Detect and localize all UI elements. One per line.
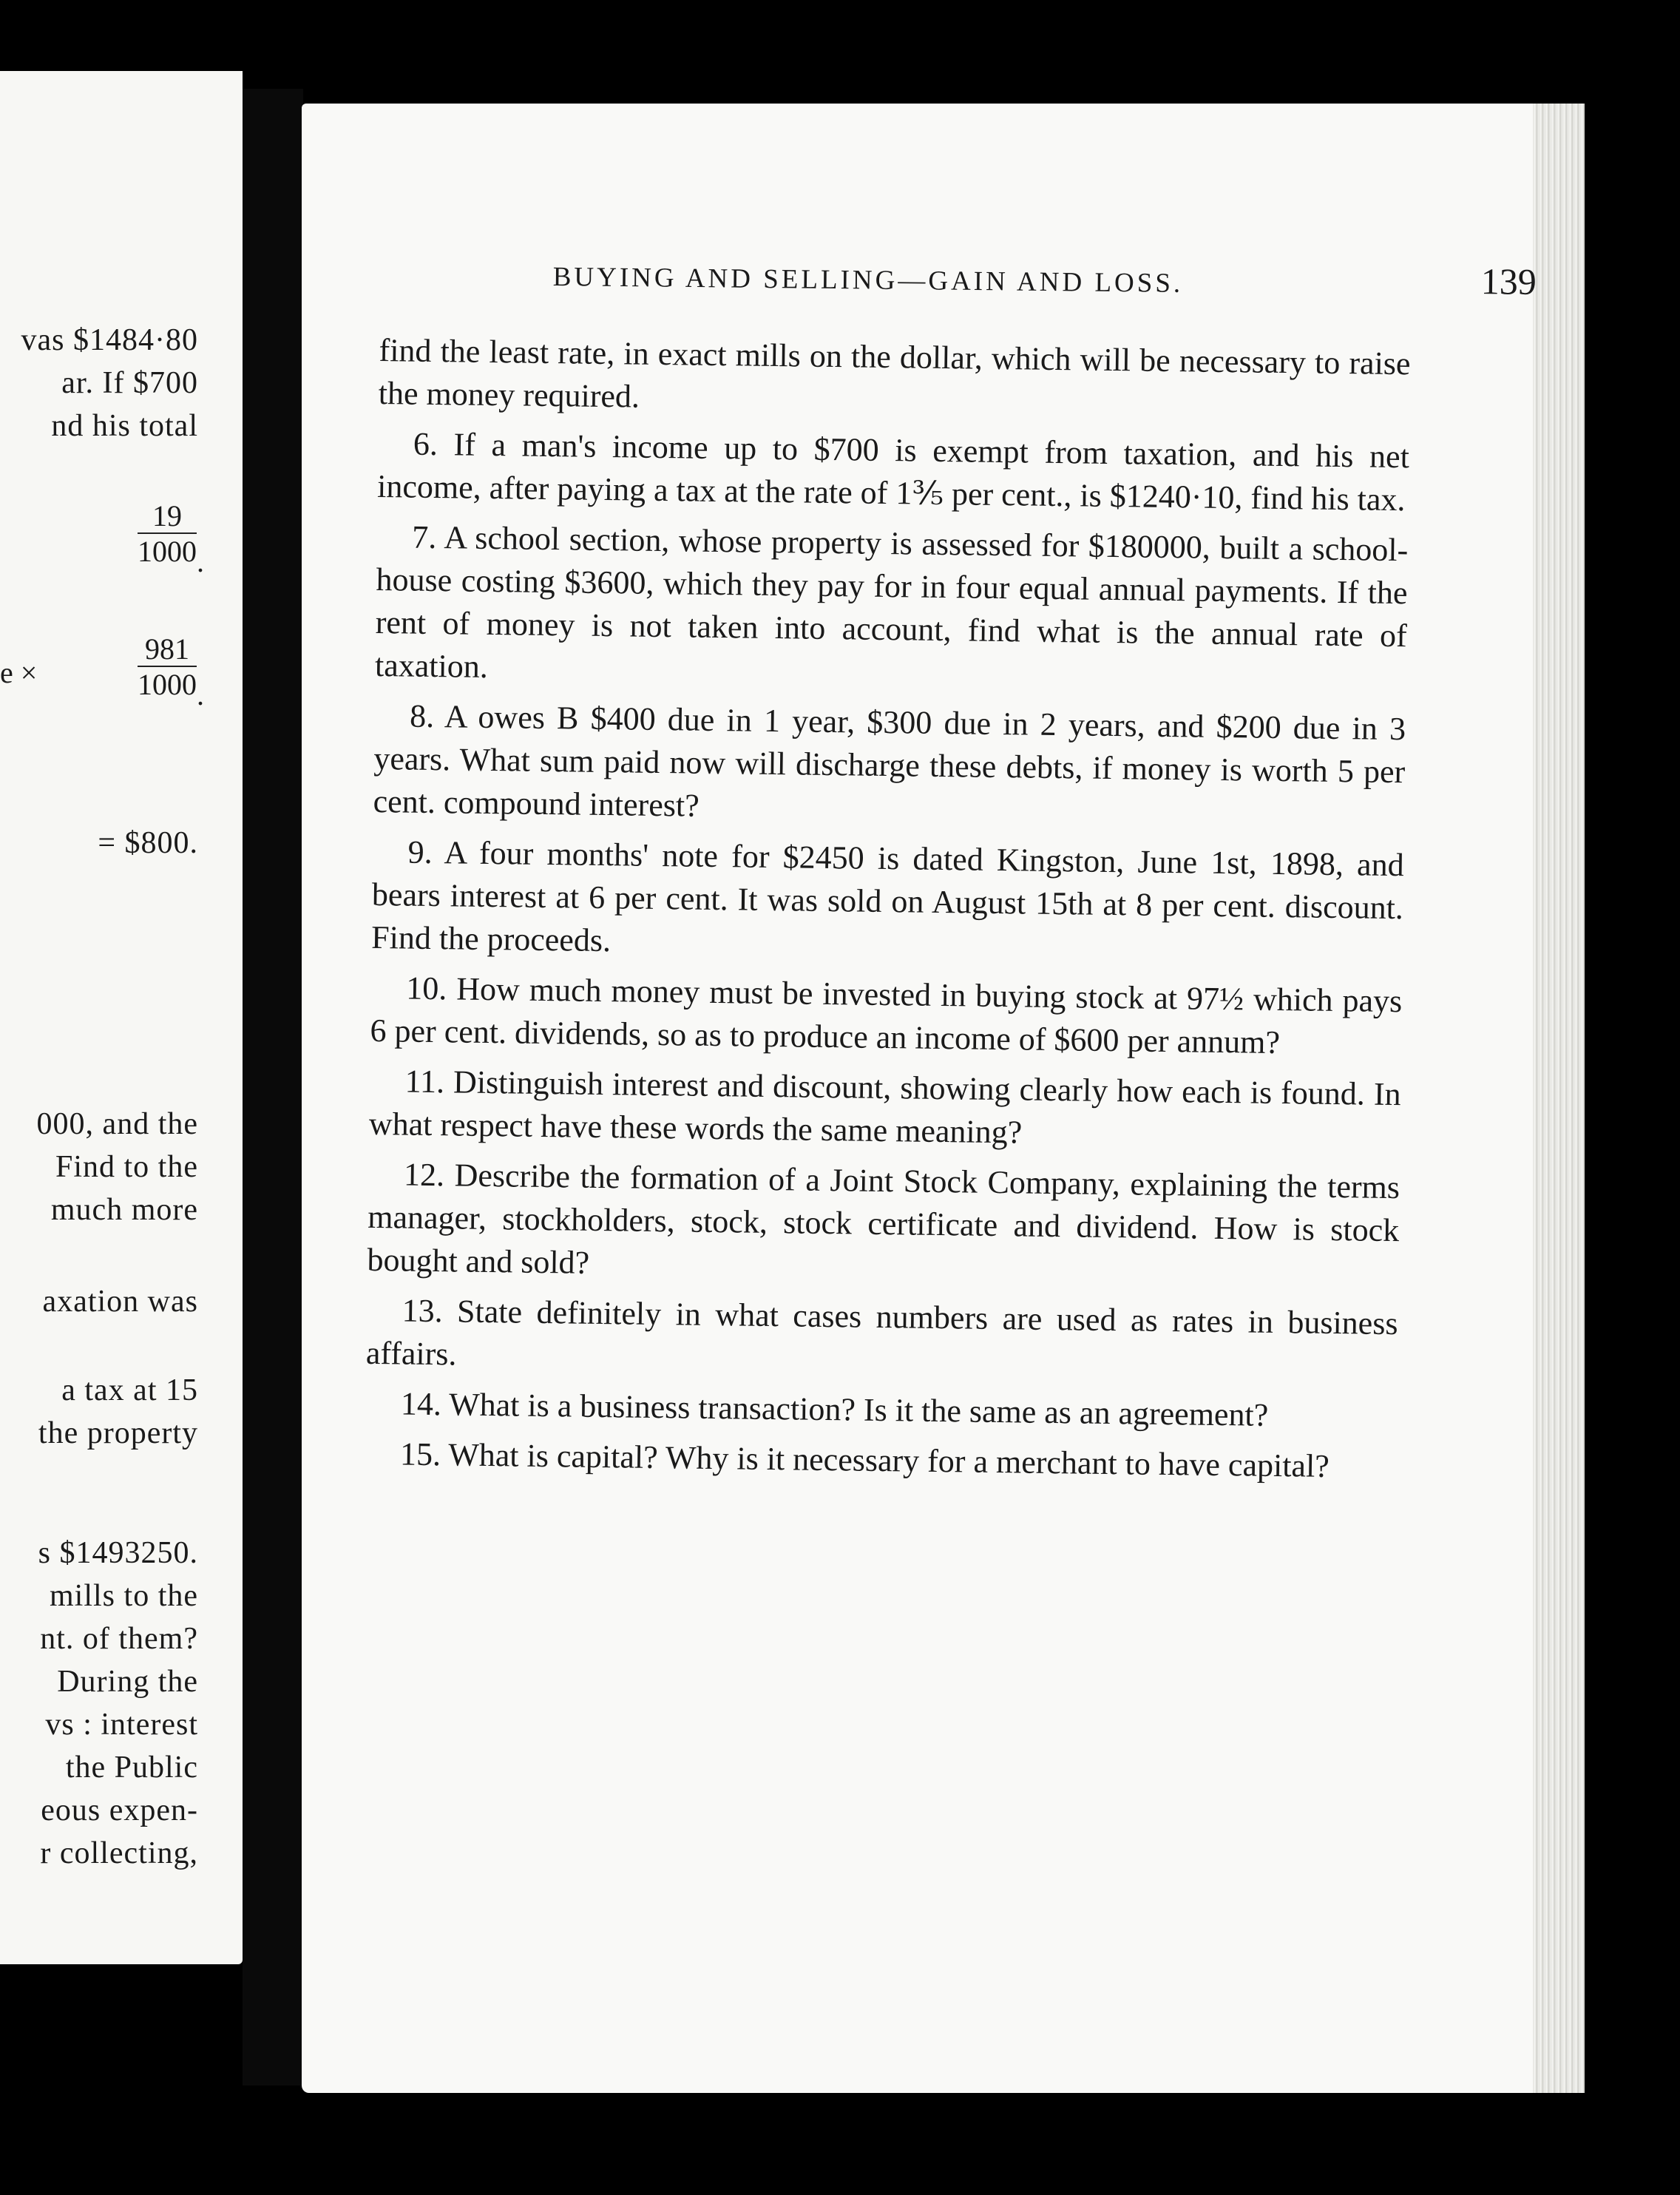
left-text-line: mills to the xyxy=(50,1579,198,1613)
fraction-suffix: . xyxy=(197,545,204,578)
page-edges xyxy=(1533,104,1585,2093)
left-text-line: vas $1484·80 xyxy=(21,323,198,357)
paragraph: find the least rate, in exact mills on the dollar, which will be necessary to raise the money required. xyxy=(378,331,1411,415)
left-text-line: s $1493250. xyxy=(38,1536,198,1570)
fraction-prefix: e × xyxy=(0,656,38,689)
left-text-line: the Public xyxy=(65,1751,198,1785)
left-text-line: axation was xyxy=(42,1285,198,1319)
exercise-15: 15. What is capital? Why is it necessary for a merchant to have capital? xyxy=(399,1435,1330,1484)
left-page xyxy=(0,71,243,1964)
running-head-title: BUYING AND SELLING—GAIN AND LOSS. xyxy=(552,261,1184,299)
exercise-7: 7. A school section, whose property is assessed for $180000, built a school-house costing $3600, which they pay for in four equal annual payments. If the rent of money is not taken into account, find what is the annual rate of taxation. xyxy=(374,518,1409,685)
exercise-10: 10. How much money must be invested in buying stock at 97½ which pays 6 per cent. dividends, so as to produce an income of $600 per annum? xyxy=(370,970,1403,1061)
left-text-line: a tax at 15 xyxy=(61,1373,198,1407)
left-text-line: Find to the xyxy=(55,1150,198,1184)
running-head xyxy=(552,259,1537,302)
left-text-line: nd his total xyxy=(51,409,198,443)
left-text-line: = $800. xyxy=(98,826,198,860)
left-text-line: 000, and the xyxy=(36,1107,198,1141)
left-text-line: During the xyxy=(57,1665,198,1699)
exercise-12: 12. Describe the formation of a Joint Stock Company, explaining the terms manager, stockholders, stock, stock certificate and dividend. How is stock bought and sold? xyxy=(367,1156,1400,1281)
exercise-6: 6. If a man's income up to $700 is exempt from taxation, and his net income, after paying a tax at the rate of 1⅗ per cent., is $1240·10, find his tax. xyxy=(376,425,1410,518)
left-text-line: r collecting, xyxy=(40,1836,198,1870)
left-text-line: much more xyxy=(50,1193,198,1227)
right-page xyxy=(302,104,1585,2093)
page-number: 139 xyxy=(1480,260,1537,302)
exercise-8: 8. A owes B $400 due in 1 year, $300 due in 2 years, and $200 due in 3 years. What sum paid now will discharge these debts, if money is worth 5 per cent. compound interest? xyxy=(373,697,1406,824)
left-text-line: vs : interest xyxy=(45,1708,198,1742)
book-gutter xyxy=(243,89,303,2086)
left-text-line: ar. If $700 xyxy=(61,366,198,400)
fraction-1 xyxy=(138,500,197,568)
fraction-denominator: 1000 xyxy=(138,666,197,701)
exercise-text xyxy=(365,329,1411,1496)
fraction-denominator: 1000 xyxy=(138,532,197,568)
exercise-13: 13. State definitely in what cases numbers are used as rates in business affairs. xyxy=(365,1292,1398,1373)
left-text-line: the property xyxy=(38,1416,198,1450)
fraction-numerator: 981 xyxy=(145,632,189,666)
fraction-2 xyxy=(138,633,197,701)
exercise-9: 9. A four months' note for $2450 is dated Kingston, June 1st, 1898, and bears interest at 6 per cent. It was sold on August 15th at 8 per cent. discount. Find the proceeds. xyxy=(370,833,1404,959)
fraction-numerator: 19 xyxy=(152,499,182,532)
fraction-suffix: . xyxy=(197,678,204,711)
left-text-line: nt. of them? xyxy=(40,1622,198,1656)
left-text-line: eous expen- xyxy=(41,1793,198,1827)
exercise-11: 11. Distinguish interest and discount, showing clearly how each is found. In what respect have these words the same meaning? xyxy=(368,1063,1401,1151)
exercise-14: 14. What is a business transaction? Is it the same as an agreement? xyxy=(400,1385,1269,1433)
